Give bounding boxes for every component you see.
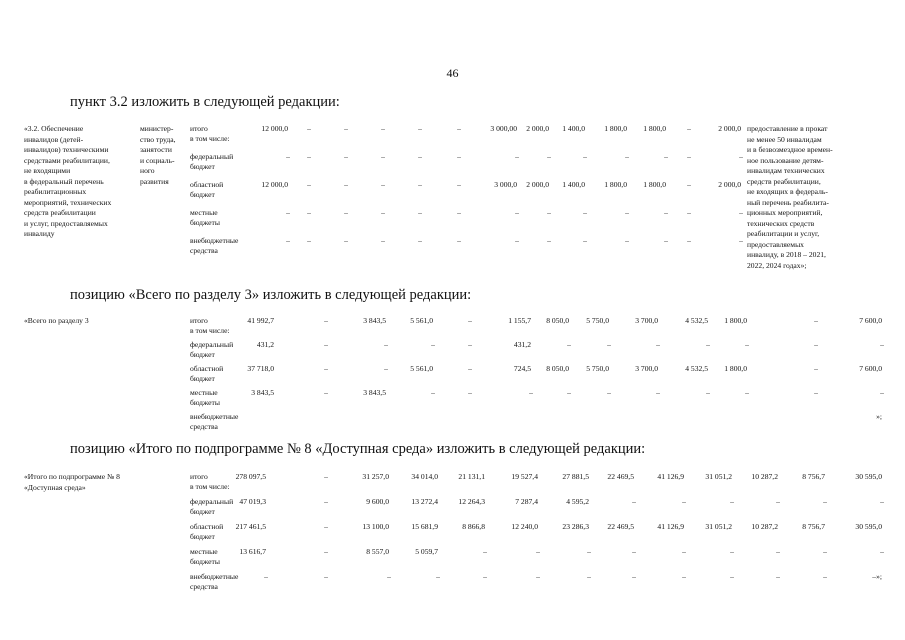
value-cell: 15 681,9 <box>411 522 438 531</box>
row-name-line: средствами реабилитации, <box>24 155 110 165</box>
value-cell: – <box>324 547 328 556</box>
value-cell: – <box>880 497 884 506</box>
result-note-line: не входящих в федераль- <box>747 187 828 196</box>
value-cell: – <box>344 124 348 133</box>
value-cell: 3 843,5 <box>363 388 386 397</box>
executor-line: ного <box>140 166 155 175</box>
value-cell: 9 600,0 <box>366 497 389 506</box>
value-cell: 12 240,0 <box>511 522 538 531</box>
value-cell: – <box>418 124 422 133</box>
value-cell: – <box>739 152 743 161</box>
value-cell: – <box>583 152 587 161</box>
value-cell: 1 800,0 <box>643 180 666 189</box>
value-cell: 7 600,0 <box>859 316 882 325</box>
value-cell: – <box>547 152 551 161</box>
value-cell: – <box>880 388 884 397</box>
value-cell: – <box>483 547 487 556</box>
value-cell: – <box>536 572 540 581</box>
value-cell: – <box>307 124 311 133</box>
funding-source-label: федеральный <box>190 340 234 349</box>
value-cell: 3 700,0 <box>635 364 658 373</box>
value-cell: 3 843,5 <box>251 388 274 397</box>
result-note-line: инвалиду, в 2018 – 2021, <box>747 250 826 259</box>
value-cell: 278 097,5 <box>235 472 266 481</box>
row-name-line: инвалиду <box>24 229 55 238</box>
value-cell: – <box>436 572 440 581</box>
value-cell: 10 287,2 <box>751 522 778 531</box>
executor-line: занятости <box>140 145 172 154</box>
value-cell: 31 257,0 <box>362 472 389 481</box>
value-cell: – <box>587 547 591 556</box>
value-cell: – <box>814 388 818 397</box>
result-note-line: инвалидам технических <box>747 166 825 175</box>
funding-source-label: бюджет <box>190 349 215 359</box>
value-cell: – <box>607 388 611 397</box>
funding-source-label: федеральный <box>190 497 234 506</box>
value-cell: – <box>632 572 636 581</box>
funding-source-label: бюджеты <box>190 556 220 566</box>
value-cell: – <box>381 208 385 217</box>
funding-source-label: средства <box>190 581 218 591</box>
value-cell: – <box>536 547 540 556</box>
value-cell: – <box>682 547 686 556</box>
value-cell: – <box>387 572 391 581</box>
value-cell: – <box>344 208 348 217</box>
value-cell: 12 264,3 <box>458 497 485 506</box>
value-cell: – <box>307 236 311 245</box>
value-cell: – <box>468 316 472 325</box>
row-name-line: «3.2. Обеспечение <box>24 124 84 133</box>
result-note-line: технических средств <box>747 218 815 228</box>
heading-section-3: позицию «Итого по подпрограмме № 8 «Доступная среда» изложить в следующей редакции: <box>70 441 646 457</box>
value-cell: – <box>687 124 691 133</box>
value-cell: 3 843,5 <box>363 316 386 325</box>
value-cell: 13 100,0 <box>362 522 389 531</box>
row-name-line: инвалидов (детей- <box>24 134 84 144</box>
value-cell: – <box>324 388 328 397</box>
value-cell: – <box>457 208 461 217</box>
value-cell: – <box>607 340 611 349</box>
value-cell: 1 400,0 <box>562 180 585 189</box>
value-cell: – <box>307 180 311 189</box>
executor-line: развития <box>140 176 169 186</box>
value-cell: – <box>776 572 780 581</box>
funding-source-label: областной <box>190 364 224 373</box>
value-cell: 23 286,3 <box>562 522 589 531</box>
value-cell: – <box>384 364 388 373</box>
value-cell: – <box>307 208 311 217</box>
page-number: 46 <box>446 66 459 80</box>
value-cell: 8 050,0 <box>546 364 569 373</box>
funding-source-label: итого <box>190 472 208 481</box>
value-cell: 431,2 <box>513 340 531 349</box>
value-cell: 1 800,0 <box>604 180 627 189</box>
funding-source-label: внебюджетные <box>190 412 239 421</box>
funding-source-label: бюджет <box>190 373 215 383</box>
value-cell: 31 051,2 <box>705 522 732 531</box>
row-name-line: «Всего по разделу 3 <box>24 316 89 325</box>
value-cell: 1 155,7 <box>508 316 531 325</box>
result-note-line: реабилитации и услуг, <box>747 229 820 238</box>
value-cell: – <box>687 180 691 189</box>
value-cell: 4 532,5 <box>685 316 708 325</box>
result-note-line: предоставляемых <box>747 239 804 249</box>
funding-source-label: средства <box>190 421 218 431</box>
funding-source-label: итого <box>190 316 208 325</box>
value-cell: – <box>730 497 734 506</box>
value-cell: – <box>515 152 519 161</box>
value-cell: 5 059,7 <box>415 547 438 556</box>
value-cell: – <box>682 497 686 506</box>
value-cell: 431,2 <box>256 340 274 349</box>
value-cell: 7 600,0 <box>859 364 882 373</box>
funding-source-label: бюджеты <box>190 217 220 227</box>
row-name-line: средств реабилитации <box>24 208 96 217</box>
value-cell: 13 616,7 <box>239 547 266 556</box>
funding-source-label: итого <box>190 124 208 133</box>
value-cell: – <box>823 547 827 556</box>
value-cell: 41 126,9 <box>657 472 684 481</box>
value-cell: – <box>625 152 629 161</box>
value-cell: – <box>344 236 348 245</box>
result-note-line: не менее 50 инвалидам <box>747 134 822 144</box>
funding-source-label: средства <box>190 245 218 255</box>
value-cell: 13 272,4 <box>411 497 438 506</box>
value-cell: – <box>457 124 461 133</box>
value-cell: »; <box>876 412 882 421</box>
value-cell: 724,5 <box>513 364 531 373</box>
value-cell: 3 700,0 <box>635 316 658 325</box>
heading-section-1: пункт 3.2 изложить в следующей редакции: <box>70 94 340 110</box>
value-cell: – <box>583 208 587 217</box>
result-note-line: ный перечень реабилита- <box>747 197 829 207</box>
row-name-line: «Итого по подпрограмме № 8 <box>24 472 120 481</box>
row-name-line: реабилитационных <box>24 187 87 196</box>
value-cell: – <box>814 340 818 349</box>
value-cell: 5 750,0 <box>586 364 609 373</box>
value-cell: 1 800,0 <box>724 316 747 325</box>
result-note-line: ное пользование детям- <box>747 155 824 165</box>
value-cell: – <box>880 547 884 556</box>
value-cell: – <box>776 497 780 506</box>
row-name-line: инвалидов) техническими <box>24 145 109 154</box>
value-cell: – <box>431 388 435 397</box>
value-cell: 8 866,8 <box>462 522 485 531</box>
value-cell: – <box>418 236 422 245</box>
value-cell: 5 561,0 <box>410 364 433 373</box>
value-cell: – <box>776 547 780 556</box>
value-cell: – <box>431 340 435 349</box>
value-cell: 22 469,5 <box>607 472 634 481</box>
value-cell: – <box>687 236 691 245</box>
value-cell: 31 051,2 <box>705 472 732 481</box>
value-cell: 217 461,5 <box>235 522 266 531</box>
value-cell: – <box>687 152 691 161</box>
value-cell: – <box>587 572 591 581</box>
value-cell: – <box>457 236 461 245</box>
funding-source-label: областной <box>190 522 224 531</box>
value-cell: – <box>625 208 629 217</box>
value-cell: – <box>656 340 660 349</box>
value-cell: – <box>381 152 385 161</box>
value-cell: – <box>324 472 328 481</box>
value-cell: 41 126,9 <box>657 522 684 531</box>
funding-source-label: внебюджетные <box>190 572 239 581</box>
value-cell: 34 014,0 <box>411 472 438 481</box>
value-cell: 12 000,0 <box>261 124 288 133</box>
value-cell: – <box>664 236 668 245</box>
value-cell: – <box>632 497 636 506</box>
value-cell: 27 881,5 <box>562 472 589 481</box>
value-cell: – <box>814 364 818 373</box>
value-cell: – <box>324 522 328 531</box>
funding-source-label: местные <box>190 388 218 397</box>
value-cell: 8 756,7 <box>802 522 825 531</box>
value-cell: – <box>418 180 422 189</box>
value-cell: 12 000,0 <box>261 180 288 189</box>
value-cell: – <box>418 152 422 161</box>
row-name-line: не входящими <box>24 166 71 175</box>
result-note-line: предоставление в прокат <box>747 124 828 133</box>
value-cell: – <box>344 180 348 189</box>
value-cell: – <box>324 497 328 506</box>
value-cell: – <box>286 236 290 245</box>
row-name-line: и услуг, предоставляемых <box>24 218 108 228</box>
value-cell: – <box>381 124 385 133</box>
funding-source-label: в том числе: <box>190 325 230 335</box>
row-name-line: мероприятий, технических <box>24 197 112 207</box>
value-cell: – <box>880 340 884 349</box>
value-cell: – <box>823 497 827 506</box>
value-cell: – <box>706 388 710 397</box>
value-cell: 30 595,0 <box>855 522 882 531</box>
value-cell: – <box>745 340 749 349</box>
value-cell: – <box>706 340 710 349</box>
value-cell: 2 000,0 <box>526 180 549 189</box>
value-cell: – <box>324 316 328 325</box>
value-cell: 1 800,0 <box>604 124 627 133</box>
value-cell: – <box>739 236 743 245</box>
value-cell: – <box>324 364 328 373</box>
value-cell: 19 527,4 <box>511 472 538 481</box>
funding-source-label: внебюджетные <box>190 236 239 245</box>
value-cell: – <box>468 340 472 349</box>
value-cell: – <box>483 572 487 581</box>
value-cell: 2 000,0 <box>718 124 741 133</box>
value-cell: – <box>457 152 461 161</box>
value-cell: – <box>664 152 668 161</box>
value-cell: – <box>739 208 743 217</box>
value-cell: – <box>823 572 827 581</box>
row-name-line: в федеральный перечень <box>24 176 104 186</box>
value-cell: – <box>656 388 660 397</box>
result-note-line: ционных мероприятий, <box>747 208 823 217</box>
value-cell: – <box>307 152 311 161</box>
value-cell: – <box>547 236 551 245</box>
value-cell: – <box>682 572 686 581</box>
funding-source-label: бюджеты <box>190 397 220 407</box>
value-cell: – <box>730 547 734 556</box>
value-cell: – <box>730 572 734 581</box>
funding-source-label: федеральный <box>190 152 234 161</box>
value-cell: – <box>457 180 461 189</box>
funding-source-label: местные <box>190 547 218 556</box>
value-cell: 21 131,1 <box>458 472 485 481</box>
row-name-line: «Доступная среда» <box>24 482 86 492</box>
value-cell: – <box>529 388 533 397</box>
result-note-line: и в безвозмездное времен- <box>747 145 833 154</box>
value-cell: – <box>381 180 385 189</box>
value-cell: – <box>344 152 348 161</box>
value-cell: 2 000,0 <box>526 124 549 133</box>
value-cell: – <box>664 208 668 217</box>
value-cell: 8 756,7 <box>802 472 825 481</box>
value-cell: – <box>567 388 571 397</box>
value-cell: 1 800,0 <box>643 124 666 133</box>
value-cell: 1 400,0 <box>562 124 585 133</box>
funding-source-label: бюджет <box>190 161 215 171</box>
executor-line: ство труда, <box>140 134 176 144</box>
value-cell: 37 718,0 <box>247 364 274 373</box>
value-cell: 10 287,2 <box>751 472 778 481</box>
value-cell: – <box>381 236 385 245</box>
value-cell: 4 595,2 <box>566 497 589 506</box>
value-cell: – <box>468 364 472 373</box>
value-cell: – <box>625 236 629 245</box>
value-cell: 8 557,0 <box>366 547 389 556</box>
value-cell: – <box>814 316 818 325</box>
executor-line: министер- <box>140 124 174 133</box>
value-cell: 2 000,0 <box>718 180 741 189</box>
value-cell: – <box>286 208 290 217</box>
value-cell: 3 000,00 <box>490 124 517 133</box>
value-cell: – <box>324 340 328 349</box>
value-cell: – <box>515 208 519 217</box>
funding-source-label: бюджет <box>190 531 215 541</box>
value-cell: 47 019,3 <box>239 497 266 506</box>
value-cell: 3 000,0 <box>494 180 517 189</box>
value-cell: 5 561,0 <box>410 316 433 325</box>
funding-source-label: местные <box>190 208 218 217</box>
value-cell: 1 800,0 <box>724 364 747 373</box>
value-cell: 30 595,0 <box>855 472 882 481</box>
result-note-line: средств реабилитации, <box>747 176 821 186</box>
result-note-line: 2022, 2024 годах»; <box>747 260 807 270</box>
value-cell: – <box>468 388 472 397</box>
funding-source-label: в том числе: <box>190 481 230 491</box>
value-cell: 5 750,0 <box>586 316 609 325</box>
value-cell: – <box>632 547 636 556</box>
value-cell: – <box>384 340 388 349</box>
value-cell: 4 532,5 <box>685 364 708 373</box>
funding-source-label: областной <box>190 180 224 189</box>
value-cell: – <box>687 208 691 217</box>
funding-source-label: бюджет <box>190 189 215 199</box>
value-cell: – <box>418 208 422 217</box>
funding-source-label: бюджет <box>190 506 215 516</box>
value-cell: – <box>583 236 587 245</box>
heading-section-2: позицию «Всего по разделу 3» изложить в следующей редакции: <box>70 287 472 303</box>
funding-source-label: в том числе: <box>190 133 230 143</box>
value-cell: – <box>515 236 519 245</box>
value-cell: 8 050,0 <box>546 316 569 325</box>
value-cell: 22 469,5 <box>607 522 634 531</box>
value-cell: 7 287,4 <box>515 497 538 506</box>
value-cell: – <box>745 388 749 397</box>
value-cell: – <box>286 152 290 161</box>
executor-line: и социаль- <box>140 155 175 165</box>
value-cell: – <box>264 572 268 581</box>
value-cell: – <box>547 208 551 217</box>
value-cell: –»; <box>872 572 882 581</box>
value-cell: – <box>567 340 571 349</box>
value-cell: – <box>324 572 328 581</box>
value-cell: 41 992,7 <box>247 316 274 325</box>
